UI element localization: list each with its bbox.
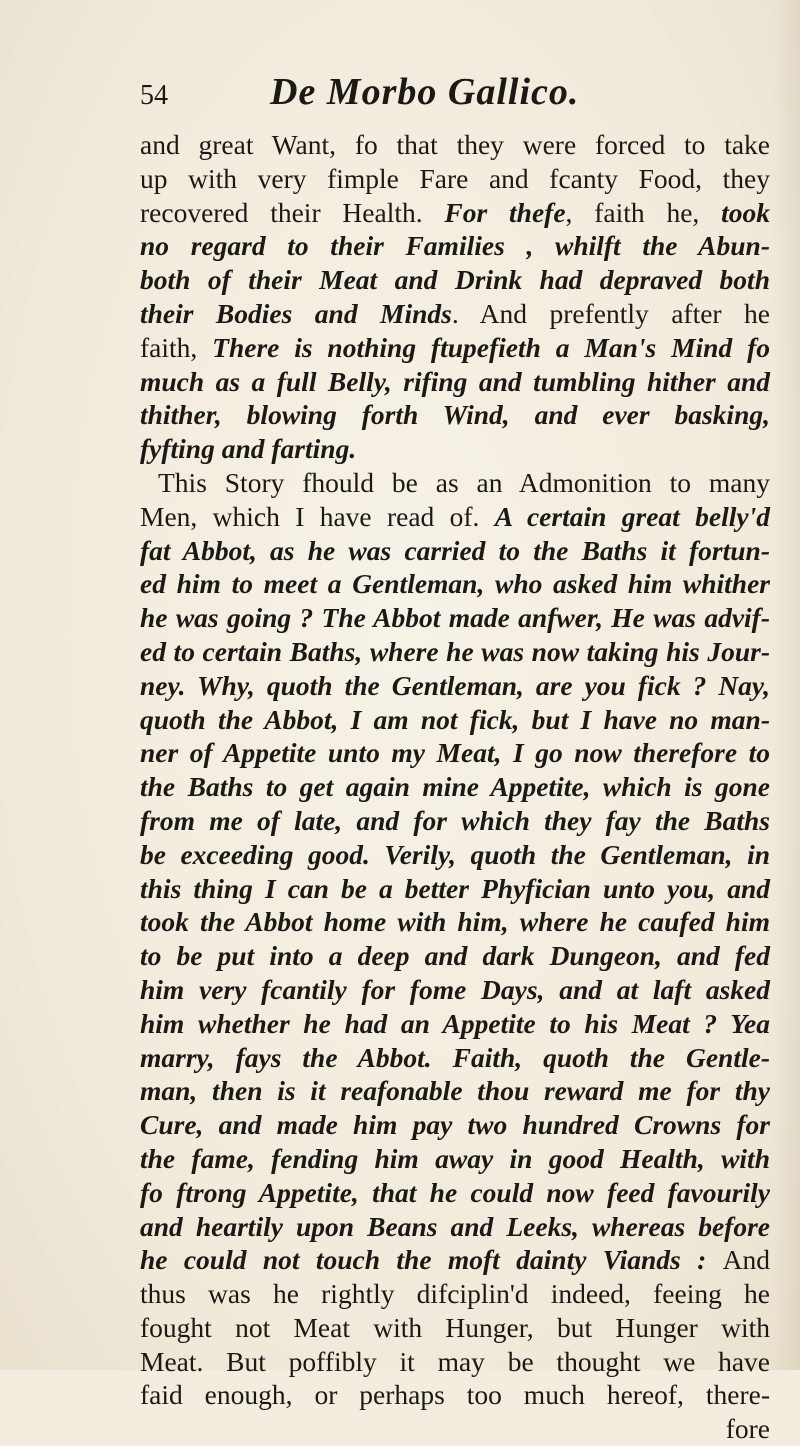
text-line <box>140 297 770 331</box>
roman-text-run: This Story fhould be as an Admonition to many <box>158 466 770 498</box>
italic-text-run: fo ftrong Appetite, that he could now feed favourily <box>140 1176 770 1208</box>
body-text <box>140 128 770 1446</box>
italic-text-run: to be put into a deep and dark Dungeon, and fed <box>140 940 770 972</box>
text-line <box>140 703 770 737</box>
text-line <box>140 365 770 399</box>
italic-text-run: For thefe <box>444 196 566 228</box>
text-line <box>140 1041 770 1075</box>
italic-text-run: took the Abbot home with him, where he caufed him <box>140 906 770 938</box>
text-line <box>140 804 770 838</box>
text-line <box>140 838 770 872</box>
italic-text-run: ner of Appetite unto my Meat, I go now therefore to <box>140 737 770 769</box>
text-line <box>140 669 770 703</box>
italic-text-run: from me of late, and for which they fay the Baths <box>140 804 770 836</box>
text-line <box>140 500 770 534</box>
text-line <box>140 1007 770 1041</box>
text-line <box>140 1412 770 1446</box>
text-line <box>140 1311 770 1345</box>
text-line <box>140 534 770 568</box>
text-line <box>140 1210 770 1244</box>
italic-text-run: he could not touch the moft dainty Viands : <box>140 1244 723 1276</box>
italic-text-run: ed him to meet a Gentleman, who asked him whither <box>140 568 770 600</box>
italic-text-run: quoth the Abbot, I am not fick, but I have no man- <box>140 703 770 735</box>
text-line <box>140 229 770 263</box>
roman-text-run: faith, <box>140 331 213 363</box>
text-line <box>140 973 770 1007</box>
text-line <box>140 263 770 297</box>
italic-text-run: fat Abbot, as he was carried to the Baths it fortun- <box>140 534 770 566</box>
italic-text-run: marry, fays the Abbot. Faith, quoth the Gentle- <box>140 1041 770 1073</box>
text-line <box>140 1074 770 1108</box>
italic-text-run: ed to certain Baths, where he was now taking his Jour- <box>140 635 770 667</box>
italic-text-run: both of their Meat and Drink had depraved both <box>140 264 770 296</box>
roman-text-run: . And prefently after he <box>451 297 770 329</box>
text-line <box>140 1176 770 1210</box>
running-head <box>140 70 760 118</box>
italic-text-run: ney. Why, quoth the Gentleman, are you fick ? Nay, <box>140 669 770 701</box>
text-line <box>140 466 770 500</box>
text-line <box>140 939 770 973</box>
italic-text-run: and heartily upon Beans and Leeks, whereas before <box>140 1210 770 1242</box>
roman-text-run: Men, which I have read of. <box>140 500 495 532</box>
italic-text-run: him whether he had an Appetite to his Meat ? Yea <box>140 1007 770 1039</box>
italic-text-run: Cure, and made him pay two hundred Crowns for <box>140 1109 770 1141</box>
italic-text-run: this thing I can be a better Phyfician unto you, and <box>140 872 770 904</box>
text-line <box>140 1243 770 1277</box>
text-line <box>140 905 770 939</box>
italic-text-run: There is nothing ftupefieth a Man's Mind fo <box>212 331 770 363</box>
italic-text-run: man, then is it reafonable thou reward me for thy <box>140 1075 770 1107</box>
text-line <box>140 635 770 669</box>
text-line <box>140 770 770 804</box>
text-line <box>140 432 770 466</box>
roman-text-run: And <box>722 1244 770 1276</box>
roman-text-run: thus was he rightly difciplin'd indeed, feeing he <box>140 1278 770 1310</box>
page-edge-shadow <box>772 0 800 1370</box>
text-line <box>140 331 770 365</box>
page-number: 54 <box>140 80 168 111</box>
italic-text-run: their Bodies and Minds <box>140 297 452 329</box>
text-line <box>140 1378 770 1412</box>
italic-text-run: no regard to their Families , whilft the Abun- <box>140 230 770 262</box>
text-line <box>140 872 770 906</box>
italic-text-run: him very fcantily for fome Days, and at laft asked <box>140 973 770 1005</box>
italic-text-run: fyfting and farting. <box>140 433 357 465</box>
roman-text-run: , faith he, <box>565 196 722 228</box>
roman-text-run: recovered their Health. <box>140 196 445 228</box>
text-line <box>140 736 770 770</box>
running-title: De Morbo Gallico. <box>270 71 580 113</box>
roman-text-run: Meat. But poffibly it may be thought we have <box>140 1345 770 1377</box>
roman-text-run: faid enough, or perhaps too much hereof, there- <box>140 1379 770 1411</box>
text-line <box>140 128 770 162</box>
text-line <box>140 1142 770 1176</box>
italic-text-run: the Baths to get again mine Appetite, which is gone <box>140 771 770 803</box>
text-line <box>140 196 770 230</box>
italic-text-run: took <box>721 196 770 228</box>
italic-text-run: A certain great belly'd <box>494 500 770 532</box>
roman-text-run: fore <box>725 1413 770 1445</box>
text-line <box>140 1345 770 1379</box>
text-line <box>140 162 770 196</box>
roman-text-run: and great Want, fo that they were forced to take <box>140 129 770 160</box>
roman-text-run: up with very fimple Fare and fcanty Food, they <box>140 162 770 194</box>
roman-text-run: fought not Meat with Hunger, but Hunger with <box>140 1311 770 1343</box>
text-line <box>140 1108 770 1142</box>
italic-text-run: thither, blowing forth Wind, and ever basking, <box>140 399 770 431</box>
text-line <box>140 567 770 601</box>
italic-text-run: much as a full Belly, rifing and tumbling hither and <box>140 365 770 397</box>
italic-text-run: be exceeding good. Verily, quoth the Gentleman, in <box>140 838 770 870</box>
text-line <box>140 601 770 635</box>
italic-text-run: he was going ? The Abbot made anfwer, He was advif- <box>140 602 770 634</box>
text-line <box>140 398 770 432</box>
italic-text-run: the fame, fending him away in good Health, with <box>140 1142 770 1174</box>
text-line <box>140 1277 770 1311</box>
